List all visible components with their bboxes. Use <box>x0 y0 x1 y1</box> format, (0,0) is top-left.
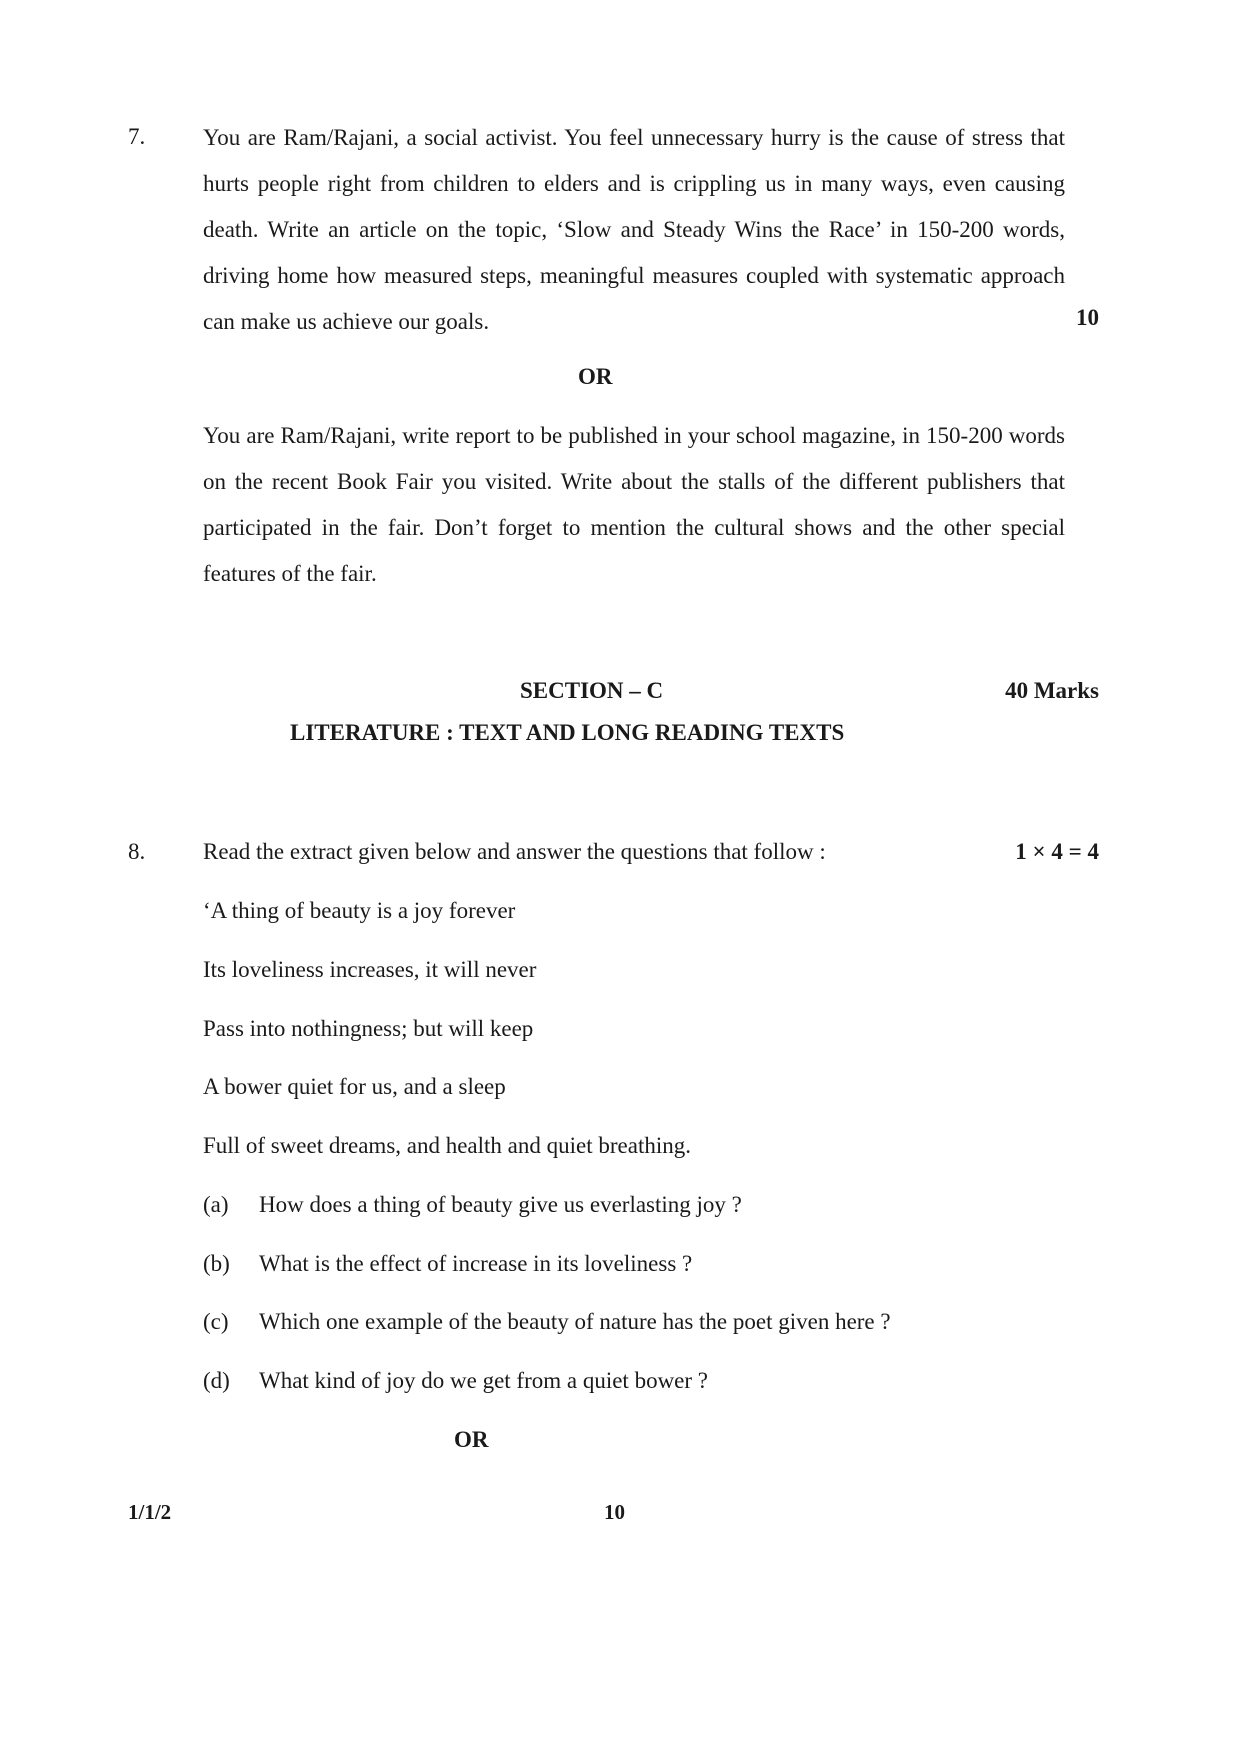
sub-question-label: (d) <box>203 1368 230 1393</box>
poem-line: ‘A thing of beauty is a joy forever <box>203 898 516 923</box>
section-subtitle: LITERATURE : TEXT AND LONG READING TEXTS <box>290 720 845 745</box>
sub-question-text: How does a thing of beauty give us everlasting joy ? <box>259 1192 742 1217</box>
page-number: 10 <box>604 1500 625 1524</box>
section-title: SECTION – C <box>520 678 664 703</box>
sub-question-text: What is the effect of increase in its loveliness ? <box>259 1251 693 1276</box>
poem-line: Its loveliness increases, it will never <box>203 957 537 982</box>
paper-code: 1/1/2 <box>128 1500 172 1524</box>
question-7-or: OR <box>578 364 613 389</box>
sub-question-text: What kind of joy do we get from a quiet bower ? <box>259 1368 709 1393</box>
sub-question-text: Which one example of the beauty of nature has the poet given here ? <box>259 1309 891 1334</box>
poem-line: Full of sweet dreams, and health and quiet breathing. <box>203 1133 691 1158</box>
question-7-marks: 10 <box>1076 305 1099 330</box>
sub-question-label: (c) <box>203 1309 229 1334</box>
sub-question-label: (a) <box>203 1192 229 1217</box>
question-8-instruction: Read the extract given below and answer the questions that follow : <box>203 839 826 864</box>
question-7-number: 7. <box>128 124 146 149</box>
question-7-alternative-text: You are Ram/Rajani, write report to be published in your school magazine, in 150-200 words on the recent Book Fair you visited. Write about the stalls of the different publishers that participated in the fair. Don’t forget to mention the cultural shows and the other special features of the fair. <box>203 423 1065 586</box>
question-8-or: OR <box>454 1427 489 1452</box>
poem-line: Pass into nothingness; but will keep <box>203 1016 534 1041</box>
question-8-marks: 1 × 4 = 4 <box>1015 839 1099 864</box>
section-marks: 40 Marks <box>1005 678 1099 703</box>
question-7-text: You are Ram/Rajani, a social activist. You feel unnecessary hurry is the cause of stress that hurts people right from children to elders and is crippling us in many ways, even causing death. Write an article on the topic, ‘Slow and Steady Wins the Race’ in 150-200 words, driving home how measured steps, meaningful measures coupled with systematic approach can make us achieve our goals. <box>203 125 1065 334</box>
question-8-number: 8. <box>128 839 146 864</box>
poem-line: A bower quiet for us, and a sleep <box>203 1074 506 1099</box>
sub-question-label: (b) <box>203 1251 230 1276</box>
